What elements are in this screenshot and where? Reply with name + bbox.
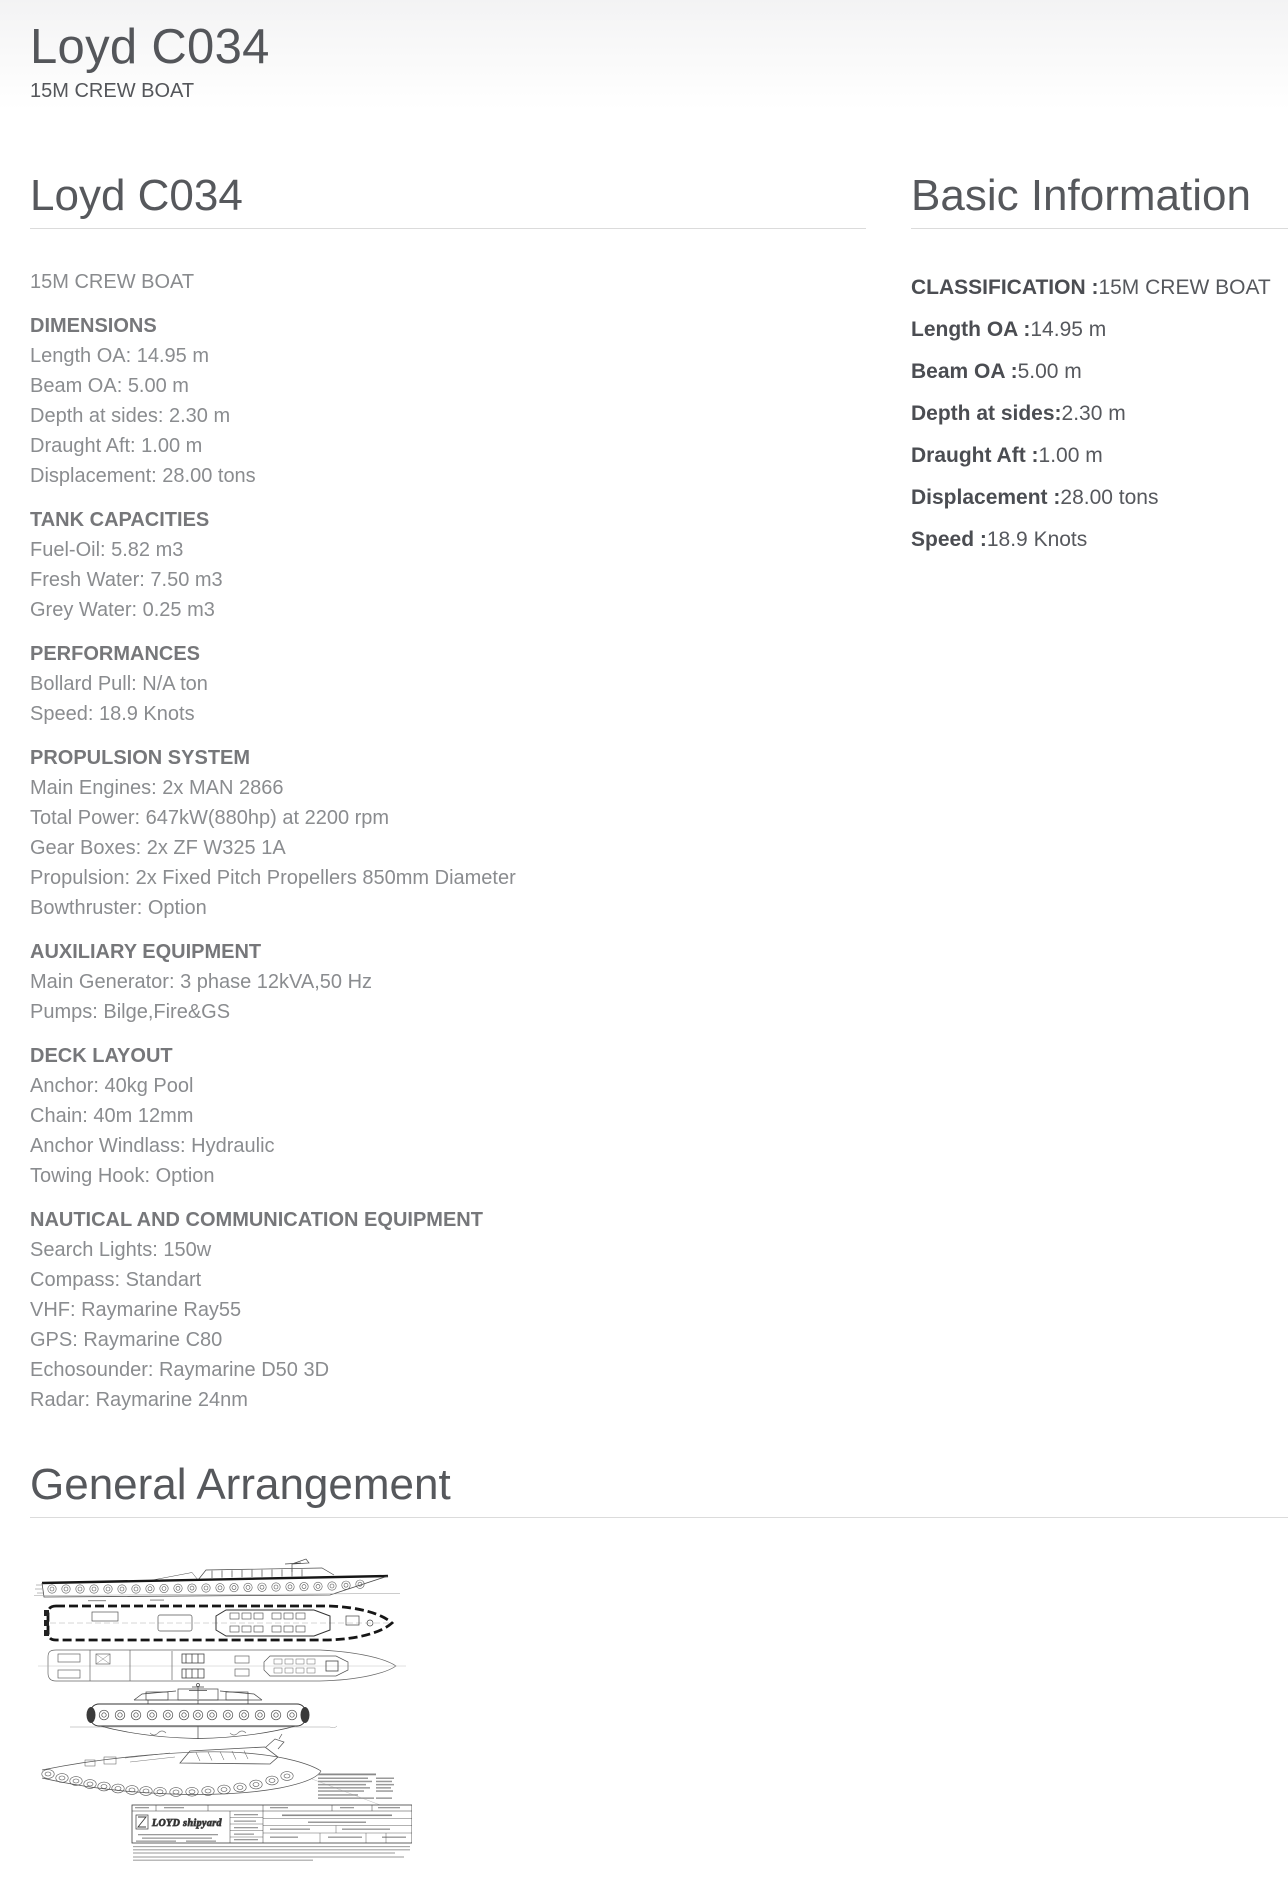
side-profile-view [34, 1559, 400, 1601]
spec-line: Fuel-Oil: 5.82 m3 [30, 539, 184, 561]
spec-line: Length OA: 14.95 m [30, 345, 210, 367]
basic-info-label: Draught Aft : [911, 444, 1039, 467]
basic-information-section [911, 170, 1288, 1415]
spec-line: Bowthruster: Option [30, 897, 207, 919]
basic-info-label: Displacement : [911, 486, 1061, 509]
deck-plan-view [44, 1606, 392, 1640]
basic-info-value: 15M CREW BOAT [1098, 276, 1271, 299]
spec-line: Beam OA: 5.00 m [30, 375, 189, 397]
spec-group-title: AUXILIARY EQUIPMENT [30, 941, 262, 963]
spec-line: Draught Aft: 1.00 m [30, 435, 203, 457]
basic-info-row [911, 435, 1288, 477]
spec-group-nautical [30, 1205, 866, 1415]
spec-line: Main Generator: 3 phase 12kVA,50 Hz [30, 971, 373, 993]
basic-info-value: 1.00 m [1038, 444, 1103, 467]
divider [30, 228, 866, 229]
spec-line: Grey Water: 0.25 m3 [30, 599, 215, 621]
spec-line: Chain: 40m 12mm [30, 1105, 194, 1127]
spec-line: Displacement: 28.00 tons [30, 465, 256, 487]
spec-line: GPS: Raymarine C80 [30, 1329, 223, 1351]
isometric-view [42, 1734, 388, 1808]
basic-info-row [911, 267, 1288, 309]
spec-line: VHF: Raymarine Ray55 [30, 1299, 242, 1321]
basic-info-value: 14.95 m [1030, 318, 1107, 341]
spec-group-title: PERFORMANCES [30, 643, 201, 665]
spec-line: Depth at sides: 2.30 m [30, 405, 231, 427]
spec-line: Fresh Water: 7.50 m3 [30, 569, 223, 591]
general-arrangement-heading: General Arrangement [30, 1460, 451, 1509]
details-heading: Loyd C034 [30, 171, 243, 220]
spec-group-title: DECK LAYOUT [30, 1045, 173, 1067]
spec-group-title: PROPULSION SYSTEM [30, 747, 251, 769]
basic-info-value: 18.9 Knots [986, 528, 1088, 551]
divider [30, 1517, 1288, 1518]
basic-information-rows [911, 267, 1288, 561]
general-arrangement-drawing [30, 1558, 412, 1864]
basic-information-heading: Basic Information [911, 171, 1251, 220]
basic-info-row [911, 519, 1288, 561]
general-arrangement-section [0, 1459, 1288, 1864]
basic-info-row [911, 309, 1288, 351]
spec-group-title: NAUTICAL AND COMMUNICATION EQUIPMENT [30, 1209, 483, 1231]
boat-details-section [30, 170, 866, 1415]
spec-group-tank-capacities [30, 505, 866, 625]
basic-info-label: Length OA : [911, 318, 1031, 341]
drawing-spec-text [318, 1774, 394, 1799]
page-subtitle: 15M CREW BOAT [30, 80, 195, 102]
lower-deck-plan-view [38, 1650, 406, 1681]
page-title: Loyd C034 [30, 20, 270, 74]
spec-group-auxiliary [30, 937, 866, 1027]
spec-line: Bollard Pull: N/A ton [30, 673, 208, 695]
spec-line: Towing Hook: Option [30, 1165, 215, 1187]
spec-line: Total Power: 647kW(880hp) at 2200 rpm [30, 807, 390, 829]
spec-line: Gear Boxes: 2x ZF W325 1A [30, 837, 286, 859]
spec-line: Propulsion: 2x Fixed Pitch Propellers 850mm Diameter [30, 867, 516, 889]
basic-info-label: CLASSIFICATION : [911, 276, 1099, 299]
basic-info-label: Depth at sides: [911, 402, 1062, 425]
spec-group-performances [30, 639, 866, 729]
spec-line: Anchor Windlass: Hydraulic [30, 1135, 275, 1157]
spec-group-title: TANK CAPACITIES [30, 509, 210, 531]
main-content [0, 170, 1288, 1415]
shipyard-logo-text: LOYD shipyard [152, 1818, 222, 1829]
page-header [0, 0, 1288, 110]
spec-line: Echosounder: Raymarine D50 3D [30, 1359, 330, 1381]
basic-info-row [911, 477, 1288, 519]
spec-line: Pumps: Bilge,Fire&GS [30, 1001, 231, 1023]
spec-line: Speed: 18.9 Knots [30, 703, 195, 725]
spec-group-dimensions [30, 311, 866, 491]
basic-info-value: 28.00 tons [1060, 486, 1159, 509]
basic-info-row [911, 393, 1288, 435]
spec-line: Search Lights: 150w [30, 1239, 212, 1261]
basic-info-value: 5.00 m [1017, 360, 1082, 383]
divider [911, 228, 1288, 229]
spec-group-deck-layout [30, 1041, 866, 1191]
basic-info-row [911, 351, 1288, 393]
spec-group-title: DIMENSIONS [30, 315, 157, 337]
spec-group-propulsion [30, 743, 866, 923]
front-section-view [70, 1684, 337, 1740]
spec-line: Main Engines: 2x MAN 2866 [30, 777, 284, 799]
basic-info-value: 2.30 m [1061, 402, 1126, 425]
basic-info-label: Beam OA : [911, 360, 1018, 383]
title-block [132, 1805, 412, 1861]
details-subtitle: 15M CREW BOAT [30, 271, 195, 293]
basic-info-label: Speed : [911, 528, 987, 551]
spec-line: Compass: Standart [30, 1269, 202, 1291]
spec-line: Radar: Raymarine 24nm [30, 1389, 248, 1411]
spec-line: Anchor: 40kg Pool [30, 1075, 194, 1097]
